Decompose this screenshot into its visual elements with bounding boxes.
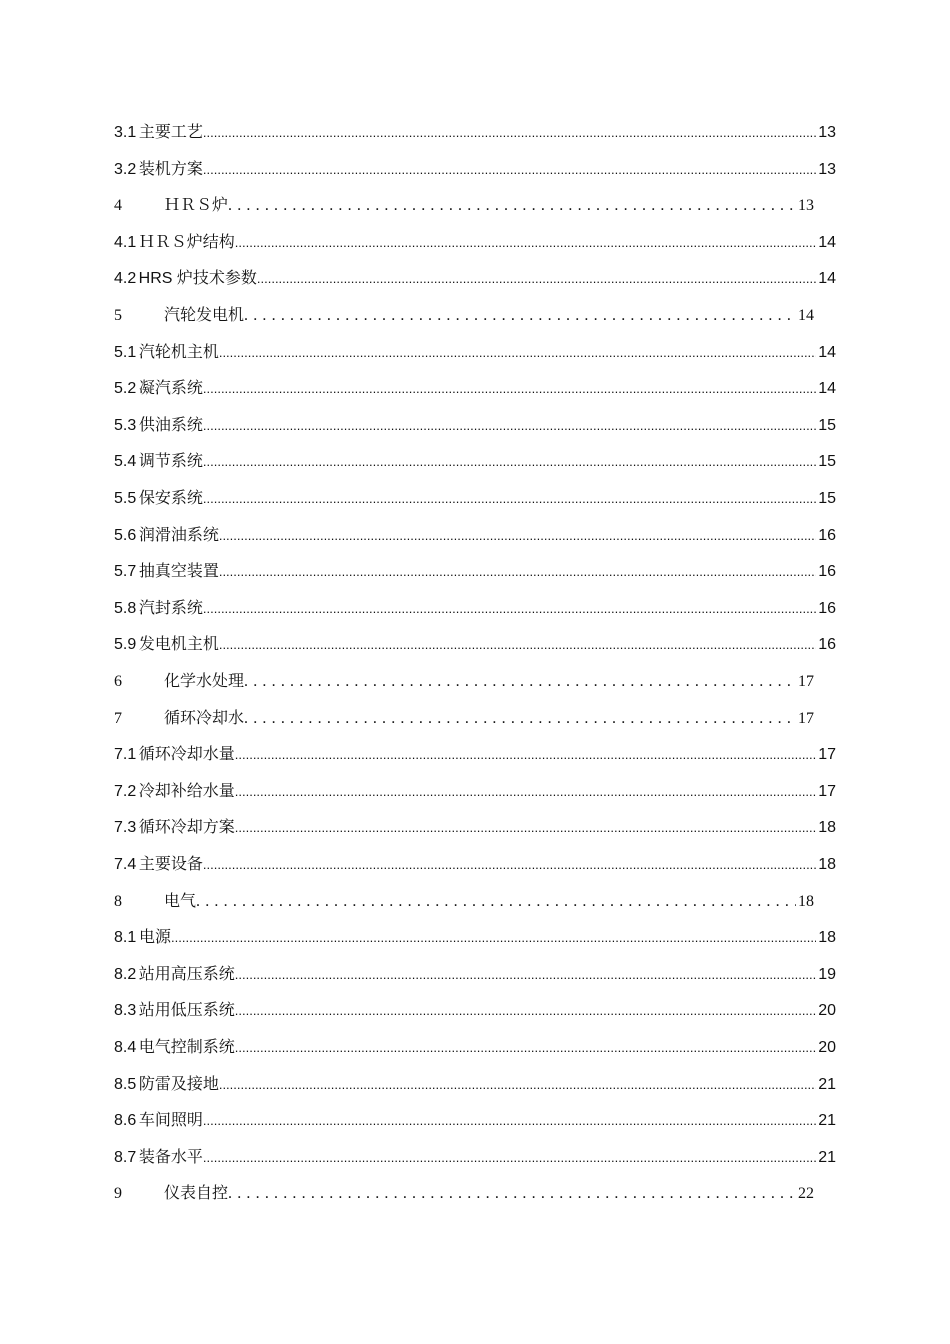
toc-dot-leader [228, 197, 796, 215]
toc-entry[interactable] [114, 595, 836, 625]
toc-entry-number: 8.5 [114, 1075, 137, 1093]
toc-dot-leader [203, 453, 816, 471]
toc-dot-leader [235, 746, 816, 764]
toc-entry-number: 8 [114, 892, 122, 910]
toc-entry-number: 9 [114, 1185, 122, 1203]
toc-entry-number: 5.2 [114, 380, 137, 398]
toc-entry[interactable] [114, 814, 836, 844]
toc-entry-title: 调节系统 [138, 453, 203, 471]
toc-entry-title: 车间照明 [138, 1112, 203, 1130]
toc-entry-number: 8.2 [114, 965, 137, 983]
toc-entry-page-number: 22 [798, 1185, 814, 1203]
toc-entry-number: 7.4 [114, 856, 137, 873]
toc-entry-title: 电气控制系统 [138, 1039, 235, 1056]
toc-dot-leader [235, 966, 816, 984]
toc-entry-title: 化学水处理 [164, 673, 245, 690]
toc-entry-title: 保安系统 [138, 490, 203, 507]
toc-entry-number: 8.4 [114, 1039, 137, 1056]
toc-entry-page-number: 14 [798, 307, 814, 324]
toc-entry-number: 4.1 [114, 233, 137, 251]
toc-entry[interactable] [114, 1107, 836, 1137]
toc-entry-number: 7.3 [114, 819, 137, 837]
toc-entry-title: 装备水平 [138, 1148, 203, 1166]
toc-entry-page-number: 13 [818, 124, 836, 141]
toc-dot-leader [203, 1149, 816, 1167]
toc-dot-leader [203, 124, 816, 142]
toc-entry-title: 凝汽系统 [138, 380, 203, 398]
toc-entry[interactable] [114, 1180, 814, 1210]
toc-entry-number: 5.7 [114, 563, 137, 581]
toc-entry-page-number: 17 [818, 746, 836, 764]
toc-entry-number: 5.6 [114, 526, 137, 544]
toc-entry[interactable] [114, 156, 836, 186]
toc-entry-title: 装机方案 [138, 160, 203, 178]
toc-dot-leader [219, 563, 816, 581]
toc-entry-title: 循环冷却方案 [138, 819, 235, 837]
toc-entry-title: 润滑油系统 [138, 526, 219, 544]
toc-dot-leader [235, 819, 816, 837]
toc-entry-page-number: 15 [818, 453, 836, 471]
toc-dot-leader [203, 600, 816, 618]
toc-dot-leader [244, 307, 796, 325]
toc-entry-page-number: 17 [798, 673, 814, 690]
toc-entry-page-number: 16 [818, 563, 836, 581]
toc-entry-number: 5.4 [114, 453, 137, 471]
toc-entry-title: ＨＲＳ炉 [164, 197, 229, 215]
toc-entry-page-number: 21 [818, 1148, 836, 1166]
toc-entry-number: 5 [114, 307, 122, 324]
toc-entry-title: 站用低压系统 [138, 1002, 235, 1020]
toc-entry-page-number: 19 [818, 965, 836, 983]
toc-entry-number: 8.1 [114, 929, 137, 947]
toc-entry-number: 5.3 [114, 416, 137, 434]
toc-entry[interactable] [114, 558, 836, 588]
toc-entry-number: 5.9 [114, 636, 137, 654]
toc-entry-page-number: 14 [818, 270, 836, 288]
toc-entry[interactable] [114, 119, 836, 149]
toc-entry-title: 冷却补给水量 [138, 782, 235, 800]
toc-entry[interactable] [114, 851, 836, 881]
toc-entry-page-number: 20 [818, 1002, 836, 1020]
toc-entry-page-number: 21 [818, 1112, 836, 1130]
toc-entry[interactable] [114, 375, 836, 405]
toc-dot-leader [219, 1076, 816, 1094]
toc-entry-number: 5.1 [114, 343, 137, 361]
toc-dot-leader [219, 636, 816, 654]
toc-entry[interactable] [114, 485, 836, 515]
toc-entry-page-number: 13 [818, 160, 836, 178]
toc-dot-leader [219, 527, 816, 545]
toc-dot-leader [203, 1112, 816, 1130]
toc-entry-page-number: 20 [818, 1039, 836, 1056]
toc-entry-page-number: 16 [818, 526, 836, 544]
toc-dot-leader [203, 380, 816, 398]
toc-entry-number: 7.1 [114, 746, 137, 764]
toc-entry[interactable] [114, 1144, 836, 1174]
toc-entry-title: 发电机主机 [138, 636, 219, 654]
toc-dot-leader [203, 161, 816, 179]
toc-dot-leader [244, 673, 796, 691]
toc-entry-title: 循环冷却水 [164, 709, 245, 727]
toc-entry[interactable] [114, 1071, 836, 1101]
toc-entry-page-number: 16 [818, 599, 836, 617]
toc-dot-leader [235, 1002, 816, 1020]
toc-dot-leader [203, 856, 816, 874]
toc-entry-title: 循环冷却水量 [138, 746, 235, 764]
toc-entry-page-number: 15 [818, 416, 836, 434]
toc-entry-number: 3.2 [114, 160, 137, 178]
toc-entry-page-number: 18 [818, 819, 836, 837]
toc-entry-number: 5.5 [114, 490, 137, 507]
toc-entry-title: 防雷及接地 [138, 1075, 219, 1093]
toc-entry-title: ＨＲＳ炉结构 [138, 233, 235, 251]
toc-entry[interactable] [114, 192, 814, 222]
toc-entry[interactable] [114, 741, 836, 771]
toc-entry-title: 抽真空装置 [138, 563, 219, 581]
toc-entry[interactable] [114, 997, 836, 1027]
toc-entry[interactable] [114, 412, 836, 442]
toc-entry[interactable] [114, 924, 836, 954]
toc-dot-leader [203, 417, 816, 435]
toc-entry-title: 电气 [164, 892, 197, 910]
toc-entry-number: 8.7 [114, 1148, 137, 1166]
toc-entry[interactable] [114, 668, 814, 698]
toc-entry-page-number: 13 [798, 197, 814, 215]
toc-dot-leader [196, 893, 796, 911]
toc-entry-page-number: 18 [818, 856, 836, 873]
toc-entry-title: HRS 炉技术参数 [138, 270, 257, 288]
toc-dot-leader [235, 1039, 816, 1057]
toc-entry-number: 3.1 [114, 124, 137, 141]
toc-entry-title: 主要工艺 [138, 124, 203, 141]
toc-entry-number: 7 [114, 709, 122, 727]
toc-entry-page-number: 18 [798, 892, 814, 910]
toc-entry-title: 供油系统 [138, 416, 203, 434]
toc-dot-leader [203, 490, 816, 508]
toc-entry-number: 4 [114, 197, 122, 215]
toc-entry-page-number: 17 [818, 782, 836, 800]
toc-entry[interactable] [114, 302, 814, 332]
toc-entry[interactable] [114, 705, 814, 735]
toc-entry-title: 电源 [139, 929, 172, 947]
toc-entry-title: 站用高压系统 [138, 965, 235, 983]
toc-entry[interactable] [114, 229, 836, 259]
toc-entry-page-number: 14 [818, 343, 836, 361]
toc-entry[interactable] [114, 888, 814, 918]
toc-dot-leader [257, 270, 816, 288]
toc-entry-number: 5.8 [114, 599, 137, 617]
toc-entry-title: 汽轮机主机 [138, 343, 219, 361]
toc-entry-page-number: 14 [818, 380, 836, 398]
toc-entry[interactable] [114, 961, 836, 991]
toc-entry-number: 4.2 [114, 270, 137, 288]
toc-entry-page-number: 14 [818, 233, 836, 251]
toc-entry-page-number: 21 [818, 1075, 836, 1093]
toc-dot-leader [228, 1185, 796, 1203]
toc-entry-page-number: 17 [798, 709, 814, 727]
toc-entry-number: 7.2 [114, 782, 137, 800]
toc-dot-leader [171, 929, 816, 947]
toc-entry[interactable] [114, 778, 836, 808]
toc-entry-number: 8.3 [114, 1002, 137, 1020]
toc-entry-page-number: 18 [818, 929, 836, 947]
toc-entry[interactable] [114, 631, 836, 661]
toc-entry-title: 仪表自控 [164, 1185, 229, 1203]
toc-entry[interactable] [114, 522, 836, 552]
toc-entry[interactable] [114, 448, 836, 478]
toc-entry-title: 主要设备 [138, 856, 203, 873]
toc-entry[interactable] [114, 339, 836, 369]
toc-entry[interactable] [114, 1034, 836, 1064]
toc-dot-leader [244, 710, 796, 728]
toc-dot-leader [235, 234, 816, 252]
toc-entry[interactable] [114, 265, 836, 295]
toc-entry-page-number: 16 [818, 636, 836, 654]
toc-entry-page-number: 15 [818, 490, 836, 507]
toc-dot-leader [235, 783, 816, 801]
toc-dot-leader [219, 344, 816, 362]
toc-entry-title: 汽封系统 [138, 599, 203, 617]
toc-entry-number: 8.6 [114, 1112, 137, 1130]
toc-entry-number: 6 [114, 673, 122, 690]
toc-entry-title: 汽轮发电机 [164, 307, 245, 324]
